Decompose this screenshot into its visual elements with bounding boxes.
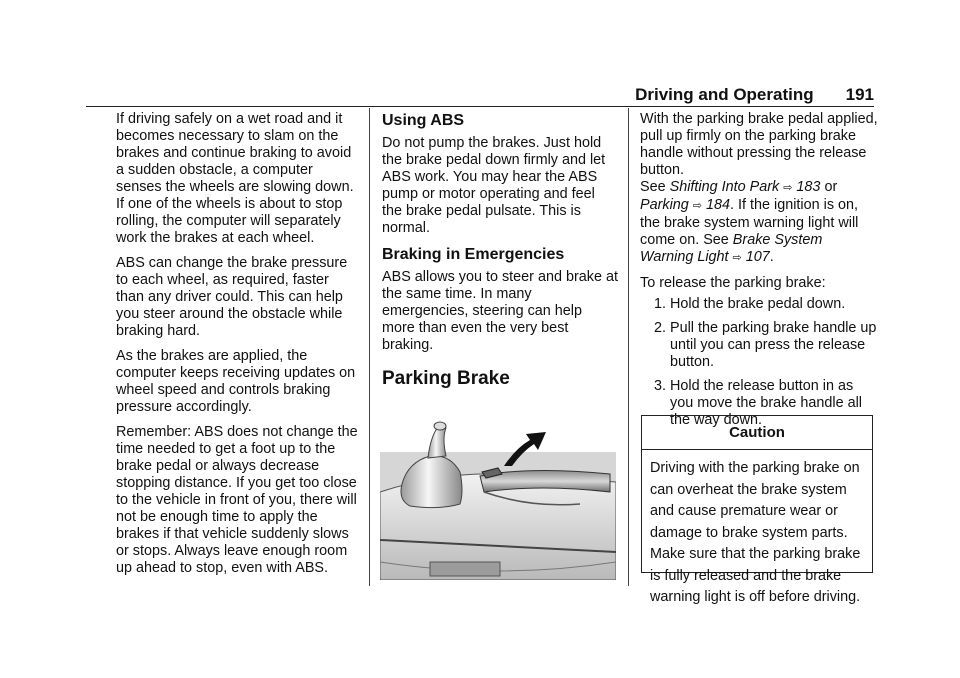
header-rule xyxy=(86,106,874,107)
paragraph: ABS allows you to steer and brake at the same time. In many emergencies, steering can help more than even the very best braking. xyxy=(382,269,618,353)
column-2 xyxy=(382,111,618,390)
link-shifting-into-park[interactable]: Shifting Into Park ⇨ 183 xyxy=(669,179,821,195)
list-item: 3. Hold the release button in as you move the brake handle all the way down. xyxy=(670,378,878,429)
paragraph: If driving safely on a wet road and it becomes necessary to slam on the brakes and continue braking to avoid a sudden obstacle, a computer senses the wheels are slowing down. If one of the wheels is about to stop rolling, the computer will separately work the brakes at each wheel. xyxy=(116,111,354,246)
paragraph: With the parking brake pedal applied, pull up firmly on the parking brake handle without pressing the release button. xyxy=(640,111,878,178)
paragraph: ABS can change the brake pressure to each wheel, as required, faster than any driver could. This can help you steer around the obstacle while braking hard. xyxy=(116,255,348,339)
heading-parking-brake: Parking Brake xyxy=(382,368,510,389)
caution-title: Caution xyxy=(642,416,872,450)
caution-box xyxy=(641,415,873,605)
caution-body: Driving with the parking brake on can overheat the brake system and cause premature wear or damage to brake system parts. Make sure that the parking brake is fully released and the brake warning light is off before driving. xyxy=(650,460,861,605)
page-ref-arrow-icon: ⇨ xyxy=(732,252,742,264)
list-item: 2. Pull the parking brake handle up until you can press the release button. xyxy=(670,320,878,371)
link-parking[interactable]: Parking ⇨ 184 xyxy=(640,197,731,213)
paragraph: Remember: ABS does not change the time needed to get a foot up to the brake pedal or always decrease stopping distance. If you get too close to the vehicle in front of you, there will not be enough time to apply the brakes if that vehicle suddenly slows or stops. Always leave enough room up ahead to stop, even with ABS. xyxy=(116,424,358,576)
page-number: 191 xyxy=(845,85,874,104)
release-intro: To release the parking brake: xyxy=(640,275,826,291)
cross-reference-paragraph: See Shifting Into Park ⇨ 183 or Parking ⇨ 184. If the ignition is on, the brake system warning light will come on. See Brake System Warning Light ⇨ 107. xyxy=(640,179,859,265)
column-divider xyxy=(369,108,370,586)
link-brake-system-warning-light[interactable]: Brake System Warning Light ⇨ 107 xyxy=(640,232,823,265)
paragraph: As the brakes are applied, the computer keeps receiving updates on wheel speed and controls braking pressure accordingly. xyxy=(116,348,356,415)
parking-brake-illustration xyxy=(380,412,616,580)
page-header xyxy=(634,82,874,108)
release-steps xyxy=(640,296,878,429)
column-1 xyxy=(116,111,358,585)
list-item: 1. Hold the brake pedal down. xyxy=(670,296,878,313)
heading-using-abs: Using ABS xyxy=(382,112,465,129)
page-ref-arrow-icon: ⇨ xyxy=(692,200,703,212)
section-title: Driving and Operating xyxy=(635,85,814,104)
page-ref-arrow-icon: ⇨ xyxy=(783,182,793,194)
heading-braking-in-emergencies: Braking in Emergencies xyxy=(382,246,565,263)
column-divider xyxy=(628,108,629,586)
pull-up-arrow-icon xyxy=(500,430,550,470)
column-3 xyxy=(640,111,878,436)
paragraph: Do not pump the brakes. Just hold the brake pedal down firmly and let ABS work. You may hear the ABS pump or motor operating and feel the brake pedal pulsate. This is normal. xyxy=(382,135,606,236)
